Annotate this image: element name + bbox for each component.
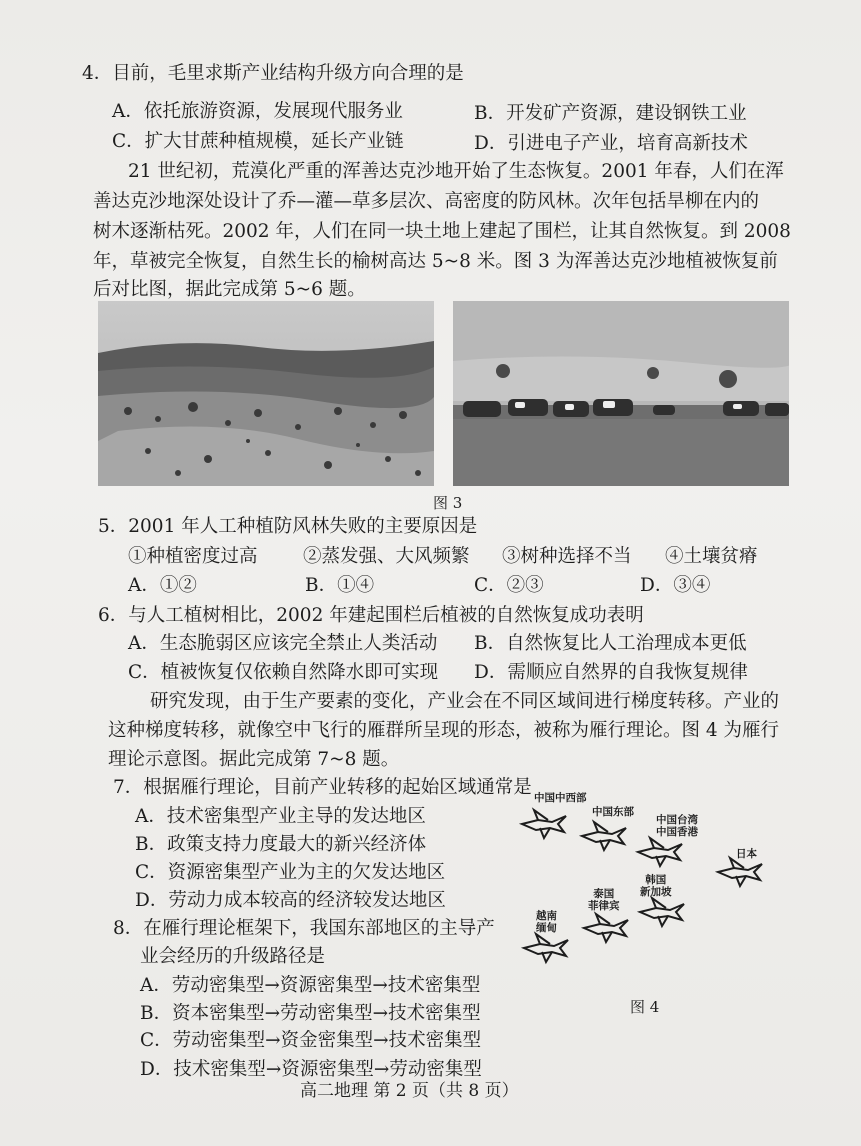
q4-option-b: B．开发矿产资源，建设钢铁工业 — [474, 103, 747, 124]
passage2-line-3: 理论示意图。据此完成第 7~8 题。 — [108, 749, 400, 770]
q7-option-b: B．政策支持力度最大的新兴经济体 — [135, 834, 427, 855]
goose-icon — [718, 858, 762, 886]
goose-label-japan: 日本 — [736, 848, 757, 860]
figure4-diagram — [512, 788, 788, 993]
goose-label-korea-singapore: 韩国 新加坡 — [640, 874, 672, 898]
goose-icon — [584, 914, 628, 942]
q8-option-c: C．劳动密集型→资金密集型→技术密集型 — [140, 1030, 482, 1051]
goose-label-thailand-philippines: 泰国 菲律宾 — [588, 888, 620, 912]
q8-option-b: B．资本密集型→劳动密集型→技术密集型 — [140, 1003, 481, 1024]
q4-stem: 4．目前，毛里求斯产业结构升级方向合理的是 — [82, 63, 464, 84]
figure3-photo-before — [98, 301, 434, 486]
passage1-line-3: 树木逐渐枯死。2002 年，人们在同一块土地上建起了围栏，让其自然恢复。到 2008 — [93, 221, 791, 242]
q8-stem-line-2: 业会经历的升级路径是 — [140, 946, 326, 967]
page-footer: 高二地理 第 2 页（共 8 页） — [300, 1081, 519, 1101]
goose-label-central-west-china: 中国中西部 — [534, 792, 587, 804]
q4-option-a: A．依托旅游资源，发展现代服务业 — [112, 101, 403, 122]
q6-stem: 6．与人工植树相比，2002 年建起围栏后植被的自然恢复成功表明 — [98, 605, 644, 626]
goose-icon — [522, 810, 566, 838]
q6-option-a: A．生态脆弱区应该完全禁止人类活动 — [128, 633, 438, 654]
passage2-line-2: 这种梯度转移，就像空中飞行的雁群所呈现的形态，被称为雁行理论。图 4 为雁行 — [108, 720, 780, 741]
q7-stem: 7．根据雁行理论，目前产业转移的起始区域通常是 — [113, 777, 532, 798]
goose-icon — [640, 898, 684, 926]
figure3-caption: 图 3 — [433, 494, 463, 512]
q5-item-3: ③树种选择不当 — [502, 546, 632, 567]
q4-option-d: D．引进电子产业，培育高新技术 — [474, 133, 748, 154]
q5-stem: 5．2001 年人工种植防风林失败的主要原因是 — [98, 516, 478, 537]
passage1-line-1: 21 世纪初，荒漠化严重的浑善达克沙地开始了生态恢复。2001 年春，人们在浑 — [128, 161, 784, 182]
q8-stem-line-1: 8．在雁行理论框架下，我国东部地区的主导产 — [113, 918, 495, 939]
q5-item-2: ②蒸发强、大风频繁 — [303, 546, 470, 567]
q8-option-a: A．劳动密集型→资源密集型→技术密集型 — [140, 975, 481, 996]
q7-option-d: D．劳动力成本较高的经济较发达地区 — [135, 890, 446, 911]
passage1-line-4: 年，草被完全恢复，自然生长的榆树高达 5~8 米。图 3 为浑善达克沙地植被恢复前 — [93, 251, 778, 272]
figure4-caption: 图 4 — [630, 998, 660, 1016]
goose-label-east-china: 中国东部 — [592, 806, 634, 818]
goose-icon — [582, 822, 626, 850]
goose-icon — [524, 934, 568, 962]
q5-option-b: B．①④ — [305, 575, 375, 596]
q7-option-c: C．资源密集型产业为主的欠发达地区 — [135, 862, 446, 883]
q6-option-c: C．植被恢复仅依赖自然降水即可实现 — [128, 662, 439, 683]
q5-option-c: C．②③ — [474, 575, 544, 596]
q8-option-d: D．技术密集型→资源密集型→劳动密集型 — [140, 1059, 482, 1080]
goose-icon — [638, 838, 682, 866]
q5-option-d: D．③④ — [640, 575, 711, 596]
q5-item-1: ①种植密度过高 — [128, 546, 258, 567]
q7-option-a: A．技术密集型产业主导的发达地区 — [135, 806, 426, 827]
q5-option-a: A．①② — [128, 575, 197, 596]
q6-option-d: D．需顺应自然界的自我恢复规律 — [474, 662, 748, 683]
q5-item-4: ④土壤贫瘠 — [665, 546, 758, 567]
passage1-line-2: 善达克沙地深处设计了乔—灌—草多层次、高密度的防风林。次年包括旱柳在内的 — [93, 191, 760, 212]
passage1-line-5: 后对比图，据此完成第 5~6 题。 — [93, 279, 366, 300]
q6-option-b: B．自然恢复比人工治理成本更低 — [474, 633, 747, 654]
q4-option-c: C．扩大甘蔗种植规模，延长产业链 — [112, 131, 404, 152]
goose-label-taiwan-hongkong: 中国台湾 中国香港 — [656, 814, 698, 838]
figure3-photo-after — [453, 301, 789, 486]
passage2-line-1: 研究发现，由于生产要素的变化，产业会在不同区域间进行梯度转移。产业的 — [150, 691, 780, 712]
goose-label-vietnam-myanmar: 越南 缅甸 — [536, 910, 557, 934]
